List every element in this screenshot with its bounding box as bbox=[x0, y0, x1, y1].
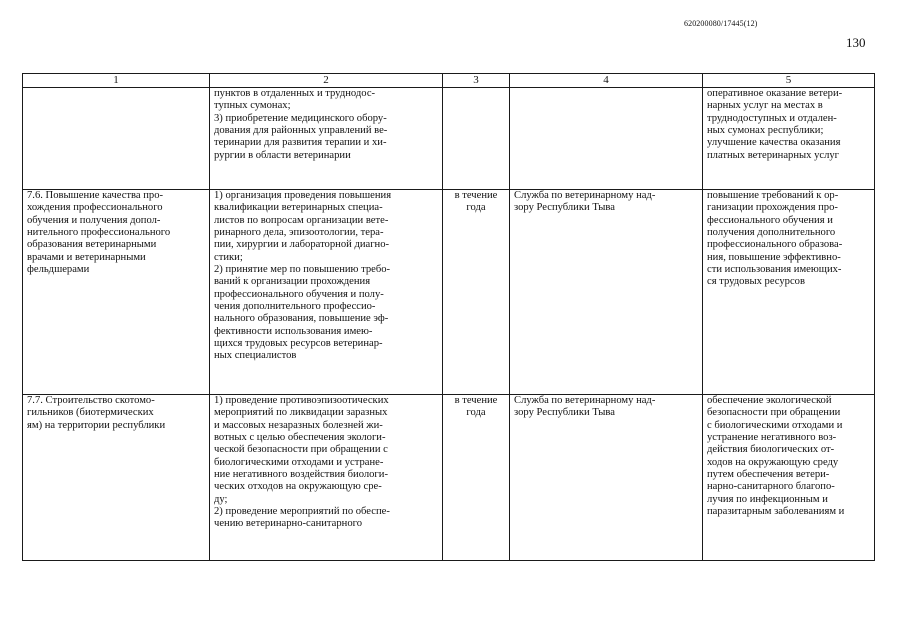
cell-text-line: профессионального обучения и полу- bbox=[214, 288, 384, 300]
cell-text-line: 3) приобретение медицинского обору- bbox=[214, 112, 387, 124]
column-number-5: 5 bbox=[703, 74, 875, 88]
cell-text-line: труднодоступных и отдален- bbox=[707, 112, 837, 124]
cell-text-line: ных сумонах республики; bbox=[707, 125, 824, 137]
cell-text-line: устранение негативного воз- bbox=[707, 432, 837, 444]
cell-text-line: фессионального обучения и bbox=[707, 214, 833, 226]
cell-text-line: стики; bbox=[214, 251, 243, 263]
cell-measures bbox=[210, 395, 443, 561]
cell-text-line: чению ветеринарно-санитарного bbox=[214, 518, 363, 530]
cell-text-line: путем обеспечения ветери- bbox=[707, 469, 830, 481]
cell-text-line: квалификации ветеринарных специа- bbox=[214, 202, 383, 214]
cell-text-line: 2) принятие мер по повышению требо- bbox=[214, 264, 391, 276]
cell-text-line: нарных услуг на местах в bbox=[707, 100, 823, 112]
cell-text-line: 1) организация проведения повышения bbox=[214, 190, 392, 201]
cell-text-line: улучшение качества оказания bbox=[707, 137, 841, 149]
cell-text-line: нительного профессионального bbox=[27, 227, 171, 239]
cell-text-line: ходов на окружающую среду bbox=[707, 456, 839, 468]
cell-text-line: Служба по ветеринарному над- bbox=[514, 395, 656, 406]
cell-text-line: ся трудовых ресурсов bbox=[707, 276, 805, 288]
cell-text-line: 1) проведение противоэпизоотических bbox=[214, 395, 389, 406]
cell-text-line: в течение bbox=[454, 395, 498, 406]
cell-text-line: года bbox=[466, 202, 486, 214]
cell-text-line: ринарного дела, эпизоотологии, тера- bbox=[214, 227, 384, 239]
cell-text-line: нарно-санитарного благопо- bbox=[707, 481, 835, 493]
cell-text-line: в течение bbox=[454, 190, 498, 201]
cell-text-line: пии, хирургии и лабораторной диагно- bbox=[214, 239, 390, 251]
cell-measures bbox=[210, 190, 443, 395]
cell-measures bbox=[210, 88, 443, 190]
cell-text-line: фективности использования имею- bbox=[214, 325, 373, 337]
column-number-3: 3 bbox=[443, 74, 510, 88]
cell-text-line: вотных с целью обеспечения экологи- bbox=[214, 432, 386, 444]
cell-result bbox=[703, 395, 875, 561]
cell-deadline bbox=[443, 395, 510, 561]
table-row bbox=[23, 190, 875, 395]
cell-text-line: теринарии для развития терапии и хи- bbox=[214, 137, 387, 149]
table-row bbox=[23, 88, 875, 190]
cell-text-line: дования для районных управлений ве- bbox=[214, 125, 388, 137]
cell-text-line: ваний к организации прохождения bbox=[214, 276, 371, 288]
cell-text-line: повышение требований к ор- bbox=[707, 190, 839, 201]
cell-result bbox=[703, 88, 875, 190]
cell-text-line: биологическими отходами и устране- bbox=[214, 456, 384, 468]
cell-text-line: 2) проведение мероприятий по обеспе- bbox=[214, 506, 390, 518]
cell-text-line: чения дополнительного профессио- bbox=[214, 301, 376, 313]
column-number-row bbox=[23, 74, 875, 88]
cell-text-line: ческой безопасности при обращении с bbox=[214, 444, 388, 456]
cell-text-line: ние негативного воздействия биологи- bbox=[214, 469, 388, 481]
cell-responsible bbox=[510, 190, 703, 395]
cell-text-line: мероприятий по ликвидации заразных bbox=[214, 407, 388, 419]
cell-responsible bbox=[510, 88, 703, 190]
cell-activity bbox=[23, 190, 210, 395]
column-number-2: 2 bbox=[210, 74, 443, 88]
cell-text-line: безопасности при обращении bbox=[707, 407, 841, 419]
cell-text-line: хождения профессионального bbox=[27, 202, 163, 214]
cell-deadline bbox=[443, 190, 510, 395]
cell-text-line: получения дополнительного bbox=[707, 227, 836, 239]
cell-text-line: лучия по инфекционным и bbox=[707, 493, 828, 505]
cell-activity bbox=[23, 88, 210, 190]
cell-text-line: ду; bbox=[214, 493, 228, 505]
cell-text-line: рургии в области ветеринарии bbox=[214, 149, 351, 161]
cell-text-line: ганизации прохождения про- bbox=[707, 202, 838, 214]
cell-text-line: года bbox=[466, 407, 486, 419]
cell-responsible bbox=[510, 395, 703, 561]
cell-text-line: нального образования, повышение эф- bbox=[214, 313, 389, 325]
cell-result bbox=[703, 190, 875, 395]
cell-text-line: профессионального образова- bbox=[707, 239, 843, 251]
cell-text-line: зору Республики Тыва bbox=[514, 202, 615, 214]
cell-text-line: ческих отходов на окружающую сре- bbox=[214, 481, 382, 493]
cell-text-line: образования ветеринарными bbox=[27, 239, 157, 251]
cell-text-line: и массовых незаразных болезней жи- bbox=[214, 419, 383, 431]
cell-text-line: щихся трудовых ресурсов ветеринар- bbox=[214, 338, 383, 350]
cell-text-line: ных специалистов bbox=[214, 350, 297, 362]
cell-text-line: Служба по ветеринарному над- bbox=[514, 190, 656, 201]
document-id: 620200080/17445(12) bbox=[684, 19, 758, 28]
page-number: 130 bbox=[846, 35, 866, 50]
cell-text-line: с биологическими отходами и bbox=[707, 419, 843, 431]
cell-text-line: гильников (биотермических bbox=[27, 407, 154, 419]
cell-activity bbox=[23, 395, 210, 561]
cell-text-line: паразитарным заболеваниям и bbox=[707, 506, 845, 518]
cell-deadline bbox=[443, 88, 510, 190]
cell-text-line: оперативное оказание ветери- bbox=[707, 88, 843, 99]
cell-text-line: фельдшерами bbox=[27, 264, 90, 276]
cell-text-line: пунктов в отдаленных и труднодос- bbox=[214, 88, 376, 99]
program-table bbox=[22, 73, 875, 561]
cell-text-line: действия биологических от- bbox=[707, 444, 835, 456]
cell-text-line: тупных сумонах; bbox=[214, 100, 291, 112]
cell-text-line: ния, повышение эффективно- bbox=[707, 251, 841, 263]
cell-text-line: платных ветеринарных услуг bbox=[707, 149, 840, 161]
cell-text-line: ям) на территории республики bbox=[27, 419, 166, 431]
table-row bbox=[23, 395, 875, 561]
column-number-1: 1 bbox=[23, 74, 210, 88]
cell-text-line: обеспечение экологической bbox=[707, 395, 832, 406]
cell-text-line: врачами и ветеринарными bbox=[27, 251, 146, 263]
cell-text-line: 7.7. Строительство скотомо- bbox=[27, 395, 155, 406]
cell-text-line: листов по вопросам организации вете- bbox=[214, 214, 389, 226]
cell-text-line: обучения и получения допол- bbox=[27, 214, 161, 226]
cell-text-line: 7.6. Повышение качества про- bbox=[27, 190, 164, 201]
column-number-4: 4 bbox=[510, 74, 703, 88]
cell-text-line: зору Республики Тыва bbox=[514, 407, 615, 419]
cell-text-line: сти использования имеющих- bbox=[707, 264, 842, 276]
